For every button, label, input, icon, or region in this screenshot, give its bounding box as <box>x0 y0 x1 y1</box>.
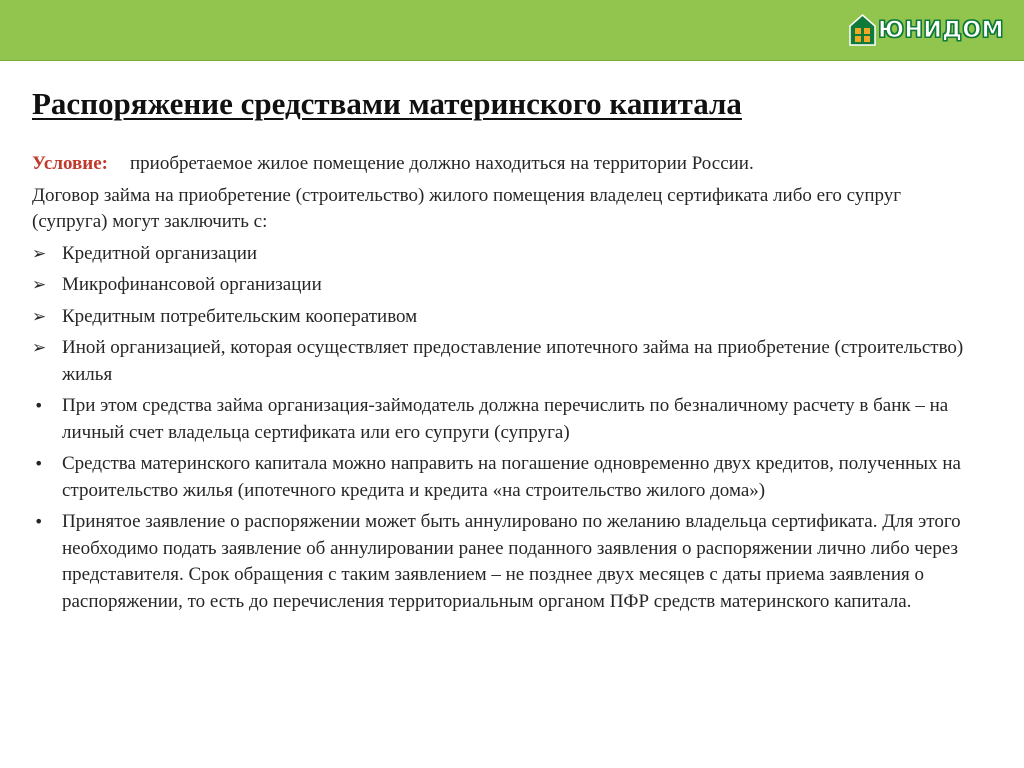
arrow-bullet-icon: ➢ <box>32 243 47 264</box>
list-item <box>32 451 972 504</box>
intro-paragraph: Договор займа на приобретение (строительство) жилого помещения владелец сертификата либо его супруг (супруга) могут заключить с: <box>32 184 902 232</box>
list-item <box>32 393 972 446</box>
house-logo-icon <box>849 14 876 46</box>
list-item <box>32 509 972 615</box>
header-bar <box>0 0 1024 61</box>
list-item-text: При этом средства займа организация-займодатель должна перечислить по безналичному расчету в банк – на личный счет владельца сертификата или его супруги (супруга) <box>62 395 949 443</box>
list-item-text: Микрофинансовой организации <box>62 274 322 295</box>
dot-bullet-icon: • <box>34 512 44 531</box>
list-item <box>32 335 972 388</box>
dot-bullet-icon: • <box>34 396 44 415</box>
list-item <box>32 272 972 299</box>
brand-logo <box>849 13 1004 47</box>
list-item-text: Принятое заявление о распоряжении может быть аннулировано по желанию владельца сертификата. Для этого необходимо подать заявление об аннулировании ранее поданного заявления о распоряжении лично либо через представителя. Срок обращения с таким заявлением – не позднее двух месяцев с даты приема заявления о распоряжении, то есть до перечисления территориальным органом ПФР средств материнского капитала. <box>62 511 961 612</box>
slide-content <box>32 151 972 615</box>
list-item <box>32 304 972 331</box>
arrow-bullet-icon: ➢ <box>32 306 47 327</box>
slide-title: Распоряжение средствами материнского капитала <box>32 86 742 121</box>
list-item-text: Средства материнского капитала можно направить на погашение одновременно двух кредитов, полученных на строительство жилья (ипотечного кредита и кредита «на строительство жилого дома») <box>62 453 961 501</box>
list-item-text: Кредитной организации <box>62 242 258 264</box>
logo-text: ЮНИДОМ <box>878 17 1004 43</box>
list-item-text: Кредитным потребительским кооперативом <box>62 305 418 327</box>
list-item-text: Иной организацией, которая осуществляет предоставление ипотечного займа на приобретение (строительство) жилья <box>62 337 964 385</box>
arrow-bullet-icon: ➢ <box>32 338 47 358</box>
arrow-bullet-icon: ➢ <box>32 275 47 295</box>
organization-list <box>32 241 972 616</box>
list-item <box>32 241 972 268</box>
condition-paragraph <box>32 151 972 178</box>
condition-label: Условие: <box>32 153 108 174</box>
dot-bullet-icon: • <box>34 454 44 473</box>
condition-text: приобретаемое жилое помещение должно находиться на территории России. <box>129 153 754 174</box>
